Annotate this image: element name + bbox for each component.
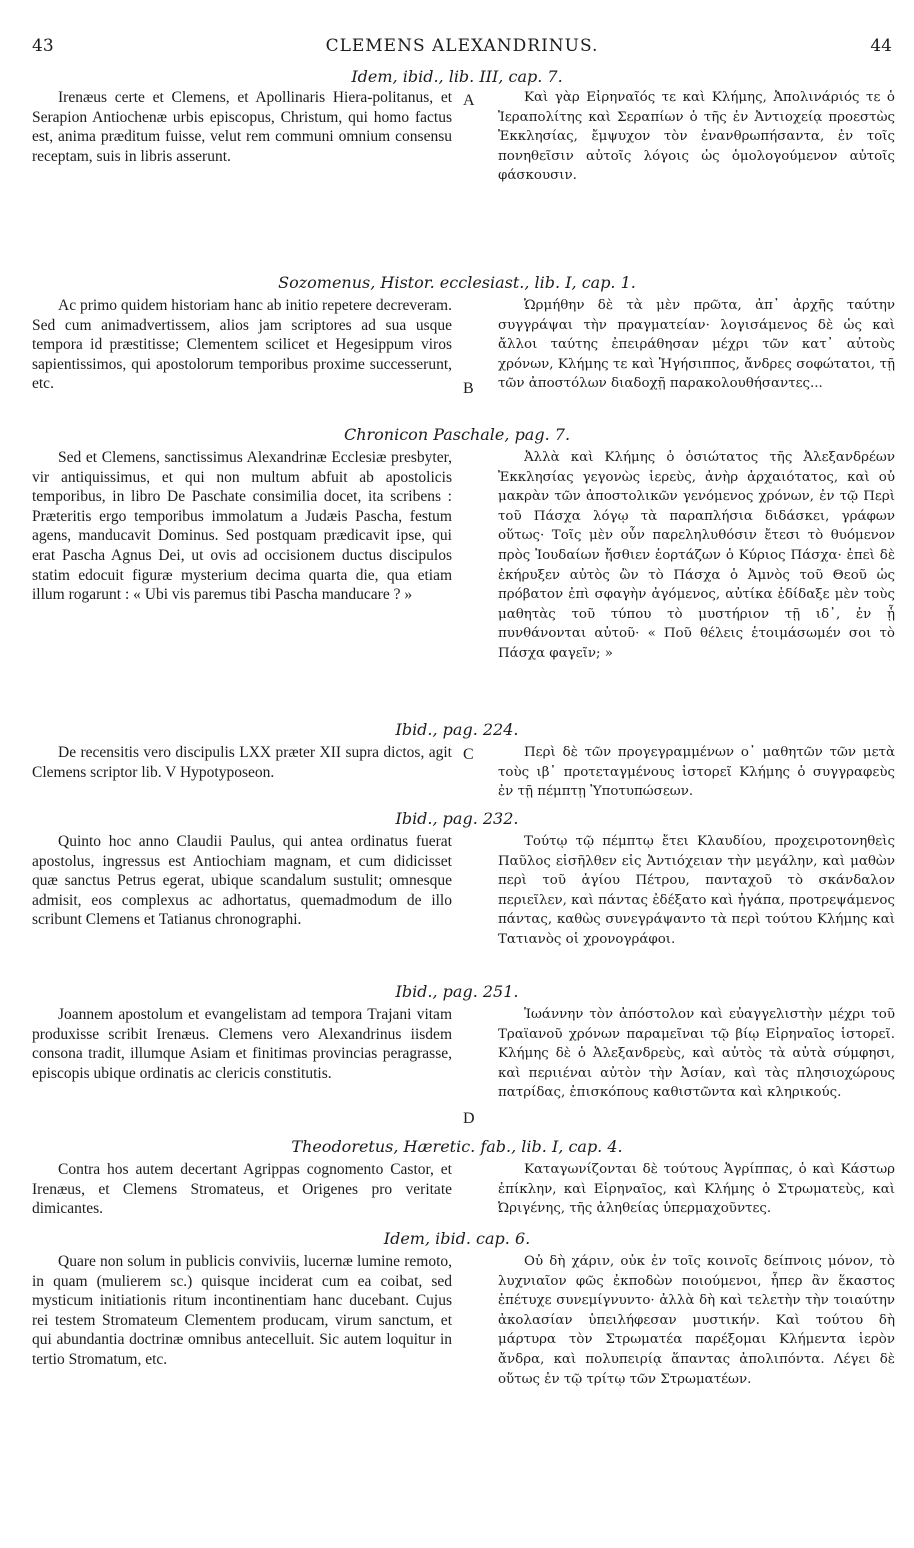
source-heading: Idem, ibid., lib. III, cap. 7. — [351, 67, 563, 86]
latin-column — [32, 1160, 452, 1226]
latin-text: Irenæus certe et Clemens, et Apollinaris Hiera-politanus, et Serapion Antiochenæ urbis episcopus, Christum, qui homo factus est, anima præditum fuisse, velut rem communi omnium consensu receptam, suis in libris asserunt. — [32, 89, 452, 165]
greek-column — [498, 832, 895, 976]
source-heading: Ibid., pag. 232. — [395, 809, 519, 828]
latin-column — [32, 832, 452, 976]
source-heading: Sozomenus, Histor. ecclesiast., lib. I, cap. 1. — [278, 273, 636, 292]
latin-text: De recensitis vero discipulis LXX præter XII supra dictos, agit Clemens scriptor lib. V Hypotyposeon. — [32, 744, 452, 781]
greek-text: Τούτῳ τῷ πέμπτῳ ἔτει Κλαυδίου, προχειροτονηθεὶς Παῦλος εἰσῆλθεν εἰς Ἀντιόχειαν τὴν μεγάλην, καὶ μαθὼν περὶ τοῦ ἁγίου Πέτρου, πανταχοῦ τὸ σκάνδαλον περιεῖλεν, καὶ πάντας ἐδέξατο καὶ ἠγάπα, προτρεψάμενος πάντας, καθὼς συνεγράψαντο τὰ περὶ τούτου Κλήμης καὶ Τατιανὸς οἱ χρονογράφοι. — [498, 834, 895, 947]
greek-column — [498, 88, 895, 268]
latin-column — [32, 448, 452, 718]
source-heading: Ibid., pag. 251. — [395, 982, 519, 1001]
latin-text: Sed et Clemens, sanctissimus Alexandrinæ Ecclesiæ presbyter, vir antiquissimus, et qui non multum abfuit ab apostolicis temporibus, in libro De Paschate consimilia docet, ita scribens : Præteritis ergo temporibus immolatum a Judæis Pascha, festum agens, manducavit Dominus. Sed postquam prædicavit ipse, qui erat Pascha Agnus Dei, ut ovis ad occisionem ductus discipulos statim edocuit figuræ mysterium decima quarta die, qua etiam illum rogarunt : « Ubi vis paremus tibi Pascha manducare ? » — [32, 449, 452, 604]
running-header — [32, 36, 892, 60]
latin-text: Quare non solum in publicis conviviis, lucernæ lumine remoto, in quam (mulierem sc.) quisque inciderat cum ea coibat, sed mysticum initiationis ritum incontinentiam hanc ducebant. Cujus rei testem Stromateum Clementem producam, virum sanctum, et qui abundantia doctrinæ omnibus antecelluit. Sic autem loquitur in tertio Stromatum, etc. — [32, 1253, 452, 1368]
greek-column — [498, 296, 895, 420]
greek-column — [498, 1005, 895, 1133]
greek-column — [498, 1160, 895, 1226]
latin-column — [32, 88, 452, 268]
section-marker-a: A — [463, 92, 475, 109]
greek-text: Καταγωνίζονται δὲ τούτους Ἀγρίππας, ὁ καὶ Κάστωρ ἐπίκλην, καὶ Εἰρηναῖος, καὶ Κλήμης ὁ Στρωματεὺς, καὶ Ὠριγένης, τῆς ἀληθείας ὑπερμαχοῦντες. — [498, 1162, 895, 1217]
greek-text: Ἰωάννην τὸν ἀπόστολον καὶ εὐαγγελιστὴν μέχρι τοῦ Τραϊανοῦ χρόνων παραμεῖναι τῷ βίῳ Εἰρηναῖος ἱστορεῖ. Κλήμης δὲ ὁ Ἀλεξανδρεὺς, καὶ αὐτὸς τὰ αὐτὰ σύμφησι, καὶ περιιέναι αὐτὸν τὴν Ἀσίαν, καὶ τὰς πλησιοχώρους πατρίδας, ἐπισκόπους καθιστῶντα καὶ κληρικούς. — [498, 1007, 895, 1101]
source-heading: Idem, ibid. cap. 6. — [383, 1229, 531, 1248]
latin-column — [32, 296, 452, 420]
page-number-left: 43 — [32, 36, 54, 56]
latin-column — [32, 1005, 452, 1133]
latin-text: Contra hos autem decertant Agrippas cognomento Castor, et Irenæus, et Clemens Stromateus, et Origenes pro veritate dimicantes. — [32, 1161, 452, 1218]
section-marker-b: B — [463, 380, 474, 397]
greek-text: Περὶ δὲ τῶν προγεγραμμένων ο᾽ μαθητῶν τῶν μετὰ τοὺς ιβ᾽ προτεταγμένους ἱστορεῖ Κλήμης ὁ συγγραφεὺς ἐν τῇ πέμπτῃ Ὑποτυπώσεων. — [498, 745, 895, 800]
greek-column — [498, 448, 895, 718]
latin-text: Ac primo quidem historiam hanc ab initio repetere decreveram. Sed cum animadvertissem, alios jam scriptores ad sua usque tempora id præstitisse; Clementem scilicet et Hegesippum viros sapientissimos, qui apostolorum temporibus proxime successerunt, etc. — [32, 297, 452, 393]
greek-column — [498, 743, 895, 805]
source-heading: Theodoretus, Hæretic. fab., lib. I, cap. 4. — [291, 1137, 623, 1156]
page-number-right: 44 — [870, 36, 892, 56]
latin-column — [32, 743, 452, 805]
source-heading: Chronicon Paschale, pag. 7. — [343, 425, 571, 444]
latin-column — [32, 1252, 452, 1462]
source-heading: Ibid., pag. 224. — [395, 720, 519, 739]
greek-text: Ἀλλὰ καὶ Κλήμης ὁ ὁσιώτατος τῆς Ἀλεξανδρέων Ἐκκλησίας γεγονὼς ἱερεὺς, ἀνὴρ ἀρχαιότατος, καὶ οὐ μακρὰν τῶν ἀποστολικῶν γενόμενος χρόνων, ἐν τῷ Περὶ τοῦ Πάσχα λόγῳ τὰ παραπλήσια διδάσκει, γράφων οὕτως· Τοῖς μὲν οὖν παρεληλυθόσιν ἔτεσι τὸ θυόμενον πρὸς Ἰουδαίων ἤσθιεν ἑορτάζων ὁ Κύριος Πάσχα· ἐπεὶ δὲ ἐκήρυξεν αὐτὸς ὢν τὸ Πάσχα ὁ Ἀμνὸς τοῦ Θεοῦ ὡς πρόβατον ἐπὶ σφαγὴν ἀγόμενος, αὐτίκα ἐδίδαξε μὲν τοὺς μαθητὰς τοῦ τύπου τὸ μυστήριον τῇ ιδ᾽, ἐν ᾗ πυνθάνονται αὐτοῦ· « Ποῦ θέλεις ἑτοιμάσωμέν σοι τὸ Πάσχα φαγεῖν; » — [498, 450, 895, 661]
greek-text: Οὐ δὴ χάριν, οὐκ ἐν τοῖς κοινοῖς δείπνοις μόνον, τὸ λυχνιαῖον φῶς ἐκποδὼν ποιούμενοι, ἧπερ ἂν ἕκαστος ἐπέτυχε συνεμίγνυντο· ἀλλὰ δὴ καὶ τελετὴν τὴν τοιαύτην ἀκολασίαν ὑπειλήφεσαν μυστικήν. Καὶ τούτου δὴ μάρτυρα τὸν Στρωματέα παρέξομαι Κλήμεντα ἱερὸν ἄνδρα, καὶ πολυπειρίᾳ ἅπαντας ἀπολιπόντα. Λέγει δὲ οὕτως ἐν τῷ τρίτῳ τῶν Στρωματέων. — [498, 1254, 895, 1387]
running-title: CLEMENS ALEXANDRINUS. — [325, 36, 599, 56]
greek-text: Ὡρμήθην δὲ τὰ μὲν πρῶτα, ἀπ᾽ ἀρχῆς ταύτην συγγράψαι τὴν πραγματείαν· λογισάμενος δὲ ὡς καὶ ἄλλοι ταύτης ἐπειράθησαν μέχρι τῶν κατ᾽ αὐτοὺς χρόνων, Κλήμης τε καὶ Ἡγήσιππος, ἄνδρες σοφώτατοι, τῇ τῶν ἀποστόλων διαδοχῇ παρακολουθήσαντες... — [498, 298, 895, 392]
latin-text: Joannem apostolum et evangelistam ad tempora Trajani vitam produxisse scribit Irenæus. Clemens vero Alexandrinus iisdem consona tradit, illumque Asiam et finitimas provincias peragrasse, episcopis ubique ordinatis ac clericis constitutis. — [32, 1006, 452, 1082]
greek-text: Καὶ γὰρ Εἰρηναῖός τε καὶ Κλήμης, Ἀπολινάριός τε ὁ Ἱεραπολίτης καὶ Σεραπίων ὁ τῆς ἐν Ἀντιοχείᾳ προεστὼς Ἐκκλησίας, ἔμψυχον τὸν ἐνανθρωπήσαντα, ἐν τοῖς πονηθεῖσιν αὐτοῖς λόγοις ὡς ὁμολογούμενον αὐτοῖς φάσκουσιν. — [498, 90, 895, 184]
section-marker-d: D — [463, 1110, 475, 1127]
greek-column — [498, 1252, 895, 1462]
section-marker-c: C — [463, 746, 474, 763]
latin-text: Quinto hoc anno Claudii Paulus, qui antea ordinatus fuerat apostolus, ingressus est Antiochiam magnam, et cum didicisset quæ sanctus Petrus egerat, ubique scandalum sustulit; omnesque admisit, eos complexus ac adhortatus, quemadmodum de illo scribunt Clemens et Tatianus chronographi. — [32, 833, 452, 929]
